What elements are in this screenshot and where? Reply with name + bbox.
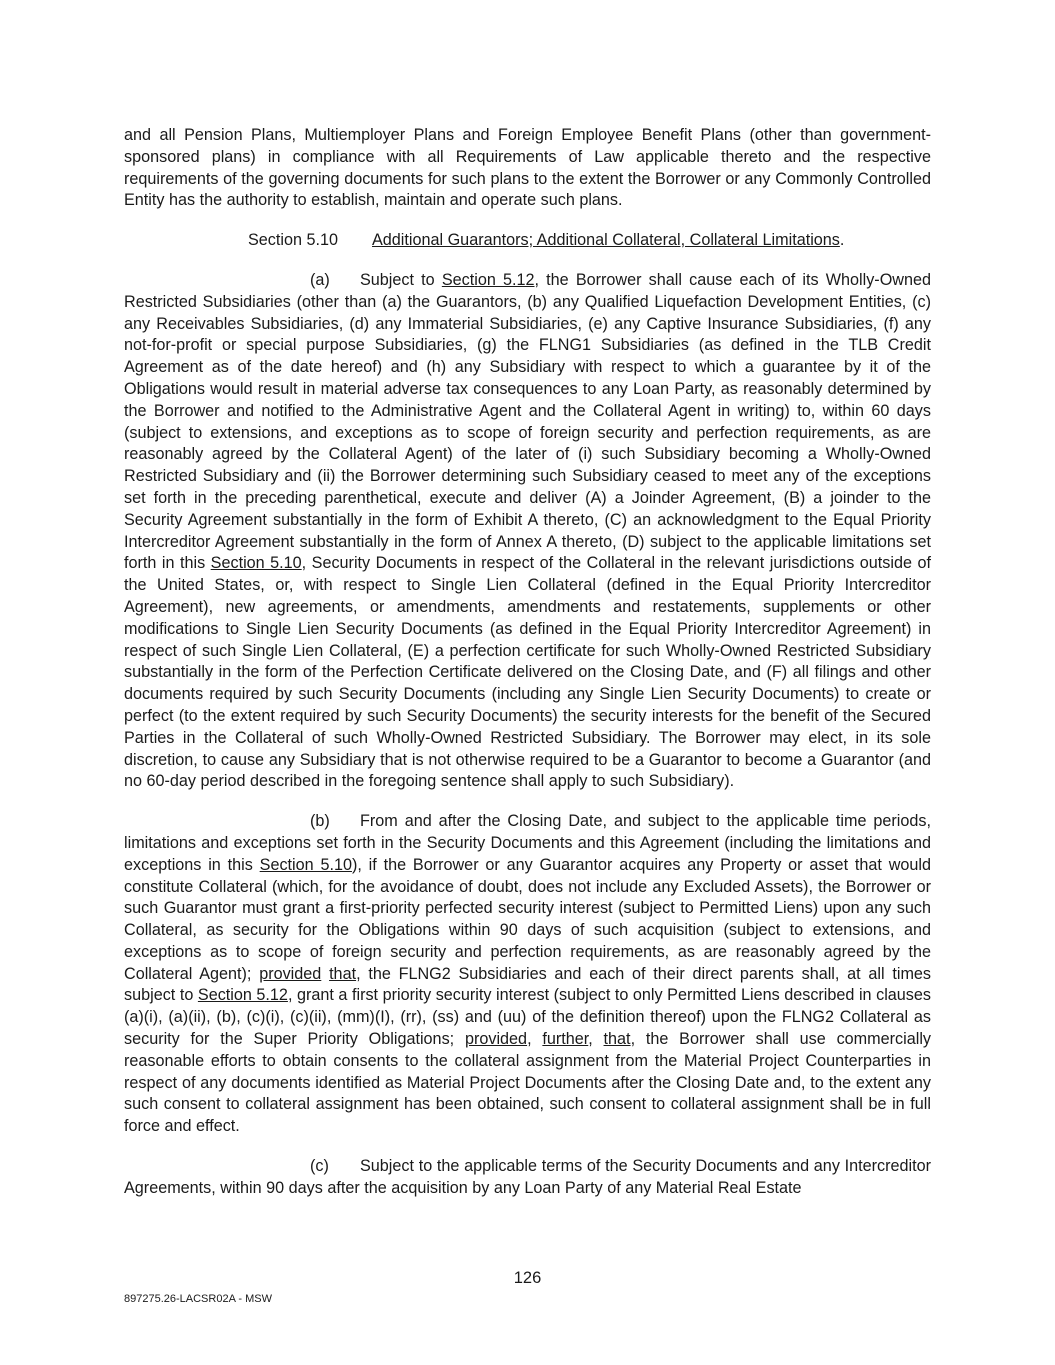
paragraph-a (124, 270, 931, 793)
punctuation: , (588, 1030, 604, 1049)
paragraph-a-text-1: Subject to (360, 270, 442, 289)
paragraph-b-label: (b) (310, 812, 330, 831)
intro-paragraph: and all Pension Plans, Multiemployer Plans and Foreign Employee Benefit Plans (other than government-sponsored plans) in compliance with all Requirements of Law applicable thereto and the respective requirements of the governing documents for such plans to the extent the Borrower or any Commonly Controlled Entity has the authority to establish, maintain and operate such plans. (124, 126, 931, 210)
spacer (321, 965, 329, 983)
section-heading (124, 230, 931, 252)
document-body (124, 125, 931, 1218)
paragraph-c (124, 1156, 931, 1200)
page-number: 126 (513, 1269, 542, 1287)
section-number: Section 5.10 (248, 231, 338, 250)
section-reference: Section 5.10 (259, 855, 352, 874)
section-reference: Section 5.12 (197, 986, 288, 1005)
proviso-term: that (603, 1030, 631, 1049)
paragraph-c-text-1: Subject to the applicable terms of the Security Documents and any Intercreditor Agreements, within 90 days after the acquisition by any Loan Party of any Material Real Estate (124, 1157, 931, 1197)
paragraph-a-label: (a) (310, 270, 330, 289)
section-reference: Section 5.12 (441, 270, 535, 289)
paragraph-b-text-3: , the FLNG2 Subsidiaries and each of their direct parents shall, at all times subject to (124, 964, 932, 1005)
section-title: Additional Guarantors; Additional Collateral, Collateral Limitations (372, 231, 840, 250)
section-reference: Section 5.10 (210, 554, 302, 573)
proviso-term: further (542, 1030, 589, 1049)
punctuation: , (527, 1030, 543, 1049)
section-title-period: . (839, 231, 845, 250)
paragraph-a-text-2: , the Borrower shall cause each of its Wholly-Owned Restricted Subsidiaries (other than (a) the Guarantors, (b) any Qualified Liquefaction Development Entities, (c) any Receivables Subsidiaries, (d) any Immaterial Subsidiaries, (e) any Captive Insurance Subsidiaries, (f) any not-for-profit or special purpose Subsidiaries, (g) the FLNG1 Subsidiaries (as defined in the TLB Credit Agreement as of the date hereof) and (h) any Subsidiary with respect to which a guarantee by it of the Obligations would result in material adverse tax consequences to any Loan Party, as reasonably determined by the Borrower and notified to the Administrative Agent and the Collateral Agent in writing) to, within 60 days (subject to extensions, and exceptions as to scope of foreign security and perfection requirements, as are reasonably agreed by the Collateral Agent) of the later of (i) such Subsidiary becoming a Wholly-Owned Restricted Subsidiary and (ii) the Borrower determining such Subsidiary ceased to meet any of the exceptions set forth in the preceding parenthetical, execute and deliver (A) a Joinder Agreement, (B) a joinder to the Security Agreement substantially in the form of Exhibit A thereto, (C) an acknowledgment to the Equal Priority Intercreditor Agreement substantially in the form of Annex A thereto, (D) subject to the applicable limitations set forth in this (124, 270, 931, 573)
paragraph-b-text-1: From and after the Closing Date, and subject to the applicable time periods, limitations and exceptions set forth in the Security Documents and this Agreement (including the limitations and exceptions in this (124, 812, 931, 874)
paragraph-b (124, 811, 931, 1138)
proviso-term: provided (259, 964, 322, 983)
paragraph-b-text-4: , grant a first priority security interest (subject to only Permitted Liens described in clauses (a)(i), (a)(ii), (b), (c)(i), (c)(ii), (mm)(I), (rr), (ss) and (uu) of the definition thereof) upon the FLNG2 Collateral as security for the Super Priority Obligations; (124, 986, 931, 1049)
proviso-term: that (329, 964, 357, 983)
document-id: 897275.26-LACSR02A - MSW (124, 1293, 272, 1305)
paragraph-b-text-2: ), if the Borrower or any Guarantor acquires any Property or asset that would constitute Collateral (which, for the avoidance of doubt, does not include any Excluded Assets), the Borrower or such Guarantor must grant a first-priority perfected security interest (subject to Permitted Liens) upon any such Collateral, as security for the Obligations within 90 days of such acquisition (subject to extensions, and exceptions as to scope of foreign security and perfection requirements, as are reasonably agreed by the Collateral Agent); (124, 855, 931, 983)
paragraph-a-text-3: , Security Documents in respect of the Collateral in the relevant jurisdictions outside of the United States, or, with respect to Single Lien Collateral (defined in the Equal Priority Intercreditor Agreement), new agreements, or amendments, amendments and restatements, supplements or other modifications to Single Lien Security Documents (as defined in the Equal Priority Intercreditor Agreement) in respect of such Single Lien Collateral, (E) a perfection certificate for such Wholly-Owned Restricted Subsidiary substantially in the form of the Perfection Certificate delivered on the Closing Date, and (F) all filings and other documents required by such Security Documents (including any Single Lien Security Documents) to create or perfect (to the extent required by such Security Documents) the security interests for the benefit of the Secured Parties in the Collateral of such Wholly-Owned Restricted Subsidiary. The Borrower may elect, in its sole discretion, to cause any Subsidiary that is not otherwise required to be a Guarantor to become a Guarantor (and no 60-day period described in the foregoing sentence shall apply to such Subsidiary). (124, 554, 931, 791)
proviso-term: provided (464, 1030, 528, 1049)
paragraph-b-text-5: , the Borrower shall use commercially reasonable efforts to obtain consents to the collateral assignment from the Material Project Counterparties in respect of any documents identified as Material Project Documents after the Closing Date and, to the extent any such consent to collateral assignment has been obtained, such consent to collateral assignment shall be in full force and effect. (124, 1030, 932, 1136)
paragraph-c-label: (c) (310, 1157, 329, 1176)
